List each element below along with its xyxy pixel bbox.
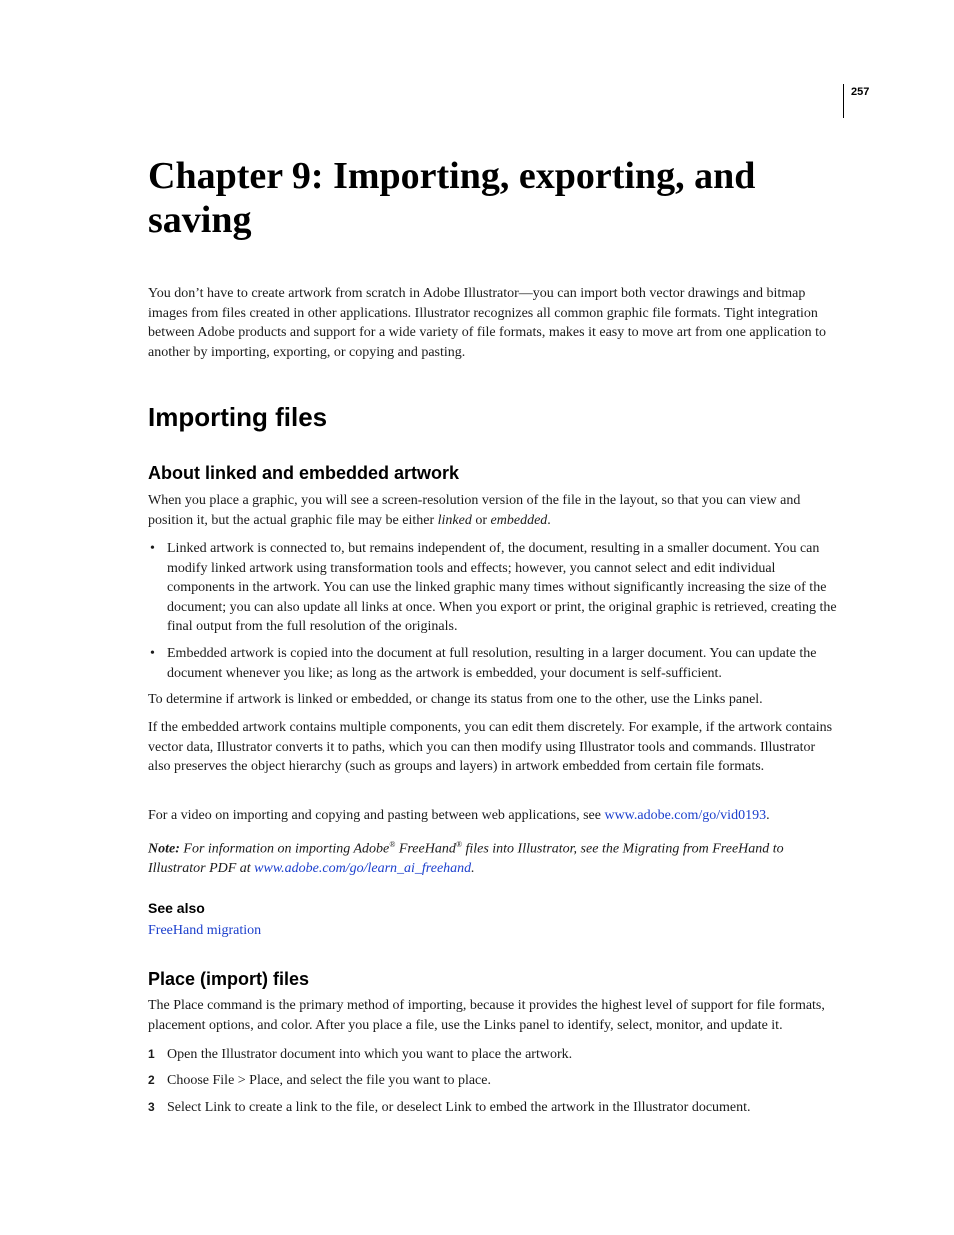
note-link[interactable]: www.adobe.com/go/learn_ai_freehand: [254, 861, 472, 877]
note-text-2: FreeHand: [395, 841, 456, 857]
step-number: 1: [148, 1047, 155, 1061]
page-number: 257: [851, 86, 870, 98]
video-text: For a video on importing and copying and pasting between web applications, see: [148, 808, 605, 823]
step-item: [148, 1071, 840, 1091]
bullet-text-linked: Linked artwork is connected to, but remains independent of, the document, resulting in a smaller document. You can modify linked artwork using transformation tools and effects; however, you cannot select and edit individual components in the artwork. You can use the linked graphic many times without significantly increasing the size of the document; you can also update all links at once. When you export or print, the original graphic is retrieved, creating the final output from the full resolution of the originals.: [167, 541, 837, 634]
video-paragraph: [148, 806, 840, 826]
video-end: .: [766, 808, 770, 823]
bullet-marker: •: [150, 646, 155, 661]
note-end: .: [471, 861, 475, 877]
bullet-item: [148, 539, 840, 637]
note-label: Note:: [148, 841, 180, 857]
page-number-rule: [843, 84, 844, 118]
place-heading: Place (import) files: [148, 969, 310, 989]
see-also-link[interactable]: FreeHand migration: [148, 923, 262, 938]
section-title: Importing files: [148, 402, 328, 432]
bullet-item: [148, 644, 840, 683]
note-paragraph: [148, 835, 840, 879]
about-paragraph-1: [148, 491, 840, 530]
see-also-heading: See also: [148, 900, 205, 916]
chapter-title: Chapter 9: Importing, exporting, and saving: [148, 155, 756, 241]
note-text-1: For information on importing Adobe: [179, 841, 390, 857]
about-p1-embedded: embedded: [490, 512, 548, 528]
about-p1-start: When you place a graphic, you will see a screen-resolution version of the file in the layout, so that you can view and position it, but the actual graphic file may be either: [148, 493, 801, 528]
about-paragraph-3: If the embedded artwork contains multiple components, you can edit them discretely. For example, if the artwork contains vector data, Illustrator converts it to paths, which you can then modify using Illustrator tools and commands. Illustrator also preserves the object hierarchy (such as groups and layers) in artwork embedded from certain file formats.: [148, 720, 833, 774]
step-item: [148, 1045, 840, 1065]
note-text-3: files into Illustrator, see the Migrating from FreeHand to Illustrator PDF at: [148, 841, 784, 877]
intro-paragraph: You don’t have to create artwork from scratch in Adobe Illustrator—you can import both vector drawings and bitmap images from files created in other applications. Illustrator recognizes all common graphic file formats. Tight integration between Adobe products and support for a wide variety of file formats, makes it easy to move art from one application to another by importing, exporting, or copying and pasting.: [148, 286, 827, 360]
step-text: Open the Illustrator document into which you want to place the artwork.: [167, 1047, 573, 1062]
step-item: [148, 1098, 840, 1118]
step-number: 2: [148, 1073, 155, 1087]
about-p1-end: .: [547, 512, 551, 528]
bullet-marker: •: [150, 541, 155, 556]
bullet-text-embedded: Embedded artwork is copied into the document at full resolution, resulting in a larger document. You can update the document whenever you like; as long as the artwork is embedded, your document is self-sufficient.: [167, 646, 817, 681]
see-also-paragraph: [148, 921, 840, 941]
about-p1-linked: linked: [437, 512, 472, 528]
step-number: 3: [148, 1100, 155, 1114]
note-registered-mark: ®: [455, 840, 462, 849]
note-registered-mark: ®: [389, 840, 396, 849]
video-link[interactable]: www.adobe.com/go/vid0193: [604, 808, 767, 823]
about-paragraph-2: To determine if artwork is linked or embedded, or change its status from one to the other, use the Links panel.: [148, 692, 763, 707]
about-p1-or: or: [471, 512, 491, 528]
step-text: Select Link to create a link to the file, or deselect Link to embed the artwork in the Illustrator document.: [167, 1100, 751, 1115]
step-text: Choose File > Place, and select the file you want to place.: [167, 1073, 491, 1088]
about-heading: About linked and embedded artwork: [148, 463, 460, 483]
place-paragraph-1: The Place command is the primary method of importing, because it provides the highest level of support for file formats, placement options, and color. After you place a file, use the Links panel to identify, select, monitor, and update it.: [148, 998, 825, 1033]
